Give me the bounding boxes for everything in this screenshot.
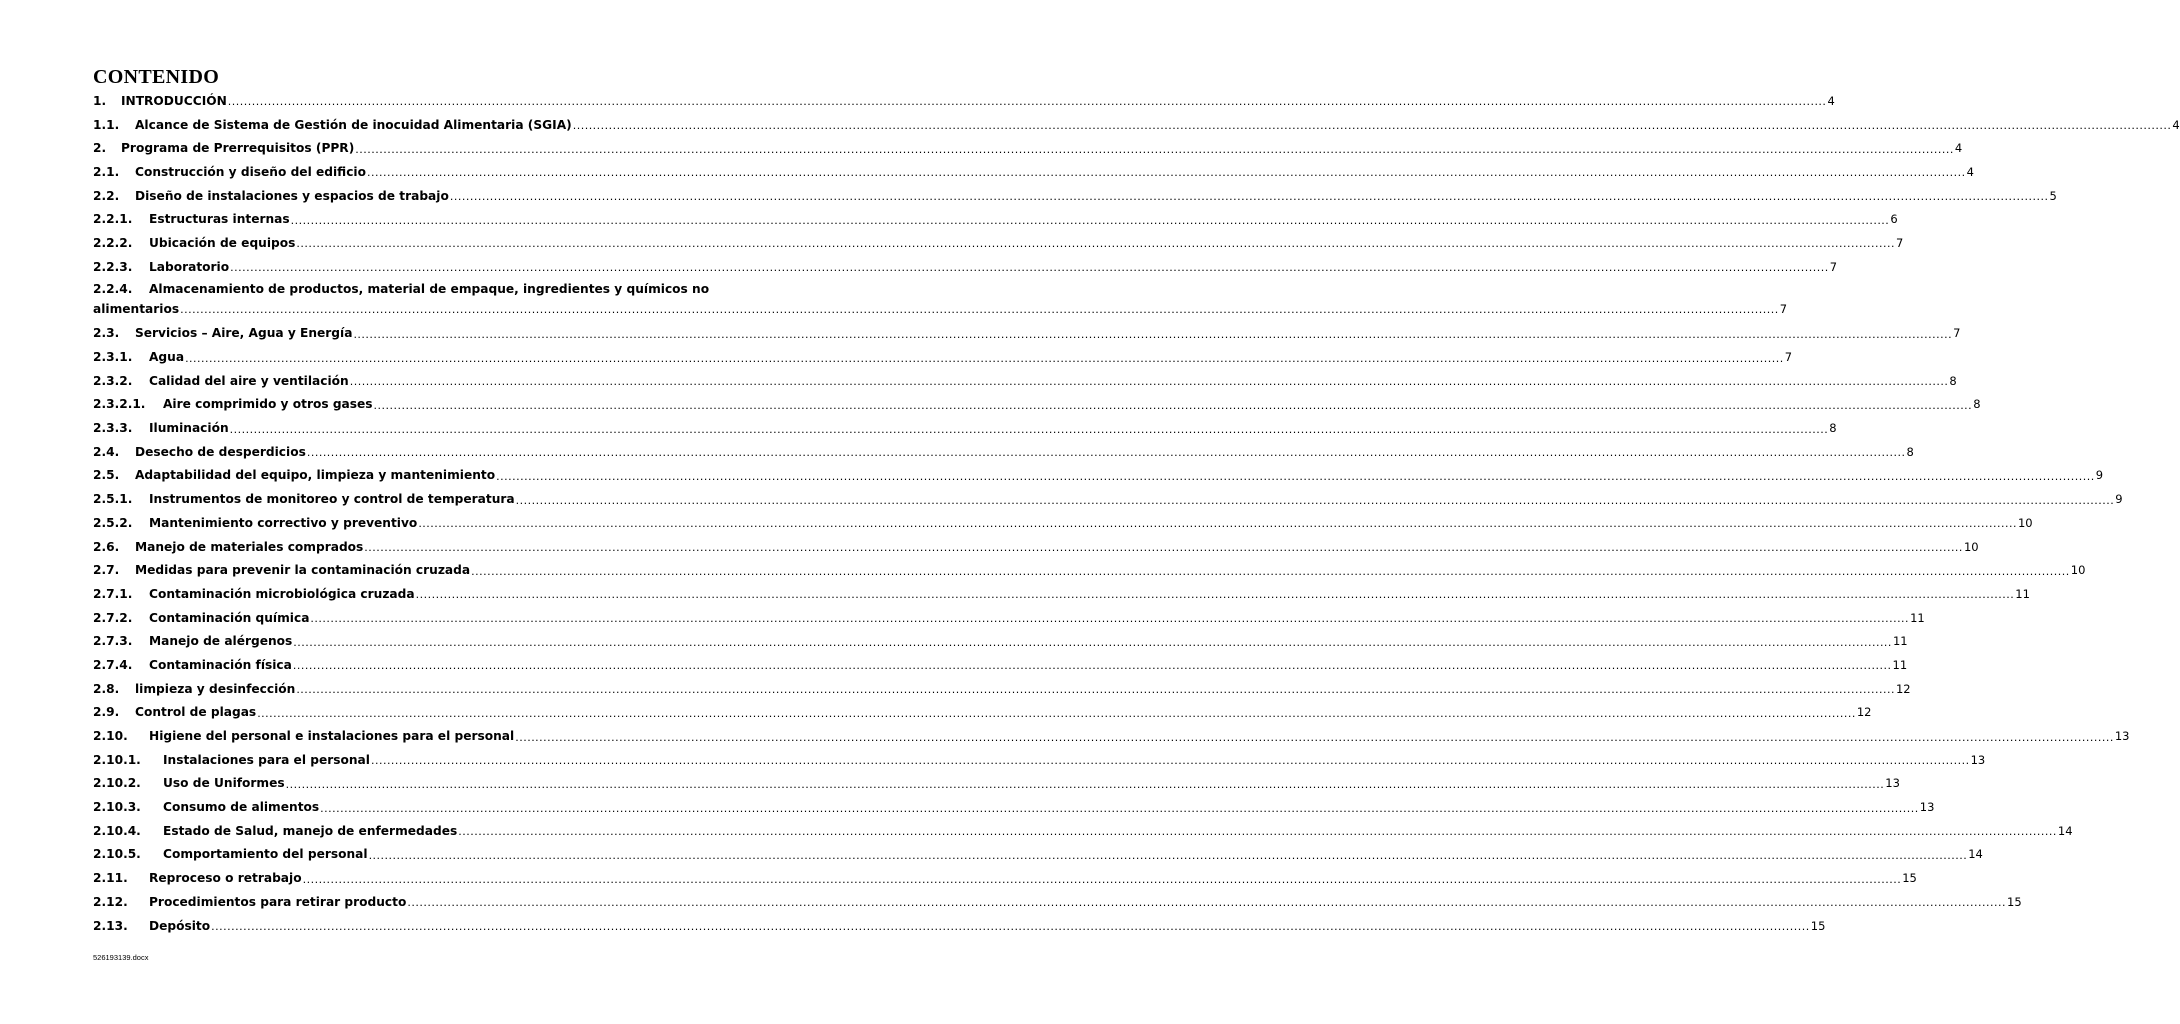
toc-entry-label: Servicios – Aire, Agua y Energía — [135, 326, 353, 341]
toc-entry-label: Instalaciones para el personal — [163, 752, 370, 767]
toc-entry-number: 2.7.1. — [93, 586, 133, 601]
toc-entry-leader: ................................................................................................................................................................................................................................................................................................................................................................................................................ — [373, 398, 1973, 412]
toc-entry-number: 2.7.4. — [93, 657, 133, 672]
toc-entry[interactable] — [93, 866, 1917, 890]
toc-entry[interactable] — [93, 535, 1979, 559]
toc-entry-number: 2. — [93, 141, 107, 156]
toc-entry-leader: ................................................................................................................................................................................................................................................................................................................................................................................................................ — [320, 801, 1919, 815]
toc-entry[interactable] — [93, 843, 1983, 867]
toc-entry-page: 14 — [2057, 823, 2073, 838]
toc-entry-page: 7 — [1779, 301, 1788, 316]
toc-entry-page: 9 — [2095, 468, 2104, 483]
toc-entry[interactable] — [93, 322, 1961, 346]
toc-entry-page: 14 — [1968, 847, 1983, 862]
toc-entry-label: Almacenamiento de productos, material de empaque, ingredientes y químicos no — [149, 281, 710, 296]
toc-entry-label: Laboratorio — [149, 259, 230, 274]
toc-entry-number: 2.3.2. — [93, 373, 133, 388]
toc-entry-page: 4 — [1954, 141, 1963, 156]
toc-entry-leader: ................................................................................................................................................................................................................................................................................................................................................................................................................ — [296, 683, 1895, 697]
toc-entry-label: limpieza y desinfección — [135, 681, 296, 696]
toc-entry-leader: ................................................................................................................................................................................................................................................................................................................................................................................................................ — [496, 469, 2095, 483]
toc-entry-number: 2.9. — [93, 705, 120, 720]
toc-entry-page: 13 — [1919, 800, 1935, 815]
toc-entry-leader: ................................................................................................................................................................................................................................................................................................................................................................................................................ — [349, 375, 1949, 389]
toc-entry[interactable] — [93, 653, 1908, 677]
toc-entry-number: 2.3.3. — [93, 421, 133, 436]
toc-entry-number: 2.10.2. — [93, 776, 141, 791]
toc-entry-leader: ................................................................................................................................................................................................................................................................................................................................................................................................................ — [290, 213, 1890, 227]
toc-entry-number: 2.8. — [93, 681, 120, 696]
toc-entry-label: Desecho de desperdicios — [135, 444, 306, 459]
toc-entry-page: 15 — [1902, 871, 1917, 886]
toc-entry-number: 2.1. — [93, 164, 120, 179]
toc-entry-label: Mantenimiento correctivo y preventivo — [149, 515, 418, 530]
toc-entry-label: Control de plagas — [135, 705, 257, 720]
footer-filename: 526193139.docx — [93, 953, 149, 962]
toc-entry-number: 2.10.3. — [93, 800, 141, 815]
toc-entry-label: Iluminación — [149, 421, 229, 436]
toc-entry-label: Calidad del aire y ventilación — [149, 373, 349, 388]
toc-entry-page: 12 — [1856, 705, 1872, 720]
toc-entry-leader: ................................................................................................................................................................................................................................................................................................................................................................................................................ — [229, 422, 1829, 436]
toc-entry[interactable] — [93, 160, 1974, 184]
toc-entry[interactable] — [93, 184, 2057, 208]
toc-entry-leader: ................................................................................................................................................................................................................................................................................................................................................................................................................ — [415, 588, 2015, 602]
toc-entry-number: 2.4. — [93, 444, 120, 459]
toc-entry[interactable] — [93, 629, 1908, 653]
toc-entry-page: 13 — [2114, 729, 2130, 744]
toc-entry-number: 2.13. — [93, 918, 128, 933]
toc-entry-leader: ................................................................................................................................................................................................................................................................................................................................................................................................................ — [293, 635, 1892, 649]
toc-entry-page: 8 — [1973, 397, 1981, 412]
toc-entry[interactable] — [93, 279, 1788, 322]
toc-entry-page: 15 — [1810, 918, 1826, 933]
toc-entry[interactable] — [93, 772, 1900, 796]
table-of-contents — [93, 89, 2180, 937]
toc-entry[interactable] — [93, 724, 2130, 748]
toc-entry-page: 10 — [2017, 515, 2033, 530]
toc-entry-leader: ................................................................................................................................................................................................................................................................................................................................................................................................................ — [180, 303, 1779, 316]
toc-entry-leader: ................................................................................................................................................................................................................................................................................................................................................................................................................ — [355, 142, 1954, 156]
toc-entry-number: 2.6. — [93, 539, 120, 554]
toc-entry-number: 2.10. — [93, 729, 128, 744]
toc-entry-number: 2.7.2. — [93, 610, 133, 625]
toc-entry-label: Manejo de alérgenos — [149, 634, 293, 649]
toc-entry[interactable] — [93, 89, 1835, 113]
toc-entry-page: 11 — [1910, 610, 1925, 625]
toc-entry-page: 13 — [1970, 752, 1986, 767]
toc-entry[interactable] — [93, 369, 1957, 393]
toc-entry-label: Contaminación química — [149, 610, 310, 625]
toc-entry-page: 8 — [1829, 421, 1837, 436]
toc-entry-label: Manejo de materiales comprados — [135, 539, 364, 554]
toc-entry[interactable] — [93, 819, 2073, 843]
toc-entry[interactable] — [93, 440, 1914, 464]
toc-entry-label: Higiene del personal e instalaciones para el personal — [149, 729, 515, 744]
toc-entry-leader: ................................................................................................................................................................................................................................................................................................................................................................................................................ — [302, 872, 1902, 886]
toc-entry-number: 2.3.2.1. — [93, 397, 146, 412]
toc-entry-label: Medidas para prevenir la contaminación cruzada — [135, 563, 471, 578]
toc-entry-leader: ................................................................................................................................................................................................................................................................................................................................................................................................................ — [458, 825, 2057, 839]
toc-entry-number: 2.3. — [93, 326, 120, 341]
toc-entry[interactable] — [93, 914, 1826, 938]
toc-entry-label: Consumo de alimentos — [163, 800, 320, 815]
toc-entry-number: 2.10.5. — [93, 847, 141, 862]
toc-entry-number: 2.2.1. — [93, 212, 133, 227]
toc-entry-page: 4 — [1966, 164, 1974, 179]
toc-entry-leader: ................................................................................................................................................................................................................................................................................................................................................................................................................ — [211, 920, 1810, 934]
toc-entry-leader: ................................................................................................................................................................................................................................................................................................................................................................................................................ — [370, 754, 1970, 768]
toc-entry-leader: ................................................................................................................................................................................................................................................................................................................................................................................................................ — [296, 237, 1896, 251]
toc-entry-label: Estructuras internas — [149, 212, 290, 227]
toc-entry-leader: ................................................................................................................................................................................................................................................................................................................................................................................................................ — [449, 190, 2049, 204]
toc-entry-page: 8 — [1949, 373, 1957, 388]
toc-entry-leader: ................................................................................................................................................................................................................................................................................................................................................................................................................ — [418, 517, 2017, 531]
toc-entry-label: INTRODUCCIÓN — [121, 93, 227, 108]
toc-entry-label: Procedimientos para retirar producto — [149, 894, 407, 909]
toc-entry[interactable] — [93, 677, 1911, 701]
toc-entry-label: Contaminación física — [149, 657, 292, 672]
toc-entry-leader: ................................................................................................................................................................................................................................................................................................................................................................................................................ — [407, 896, 2006, 910]
toc-entry-page: 11 — [1892, 657, 1908, 672]
toc-entry-page: 11 — [1892, 634, 1908, 649]
toc-entry[interactable] — [93, 558, 2086, 582]
toc-entry-page: 10 — [1963, 539, 1979, 554]
toc-entry[interactable] — [93, 701, 1872, 725]
toc-entry-number: 2.5.1. — [93, 492, 133, 507]
toc-entry-label: Aire comprimido y otros gases — [163, 397, 373, 412]
toc-entry-page: 7 — [1784, 350, 1793, 365]
toc-entry-page: 15 — [2007, 894, 2022, 909]
toc-entry-label: Ubicación de equipos — [149, 235, 296, 250]
toc-entry-number: 2.2.4. — [93, 281, 133, 296]
toc-entry-page: 12 — [1895, 681, 1911, 696]
toc-entry[interactable] — [93, 416, 1837, 440]
toc-entry-number: 2.11. — [93, 871, 128, 886]
toc-entry-number: 2.2. — [93, 188, 120, 203]
toc-entry-leader: ................................................................................................................................................................................................................................................................................................................................................................................................................ — [310, 612, 1910, 626]
toc-entry-label-continued: alimentarios — [93, 301, 180, 316]
toc-entry-number: 2.2.2. — [93, 235, 133, 250]
toc-entry-label: Reproceso o retrabajo — [149, 871, 302, 886]
toc-entry-leader: ................................................................................................................................................................................................................................................................................................................................................................................................................ — [353, 327, 1953, 341]
toc-entry-label: Construcción y diseño del edificio — [135, 164, 366, 179]
toc-entry-page: 4 — [1827, 93, 1835, 108]
toc-entry-number: 2.5. — [93, 468, 120, 483]
toc-entry[interactable] — [93, 464, 2104, 488]
toc-entry-leader: ................................................................................................................................................................................................................................................................................................................................................................................................................ — [285, 777, 1885, 791]
toc-entry-number: 2.10.4. — [93, 823, 141, 838]
toc-entry-label: Estado de Salud, manejo de enfermedades — [163, 823, 458, 838]
toc-entry[interactable] — [93, 136, 1963, 160]
toc-entry-leader: ................................................................................................................................................................................................................................................................................................................................................................................................................ — [230, 261, 1829, 275]
toc-entry[interactable] — [93, 582, 2030, 606]
toc-entry-page: 5 — [2049, 188, 2057, 203]
toc-entry[interactable] — [93, 511, 2033, 535]
toc-entry-number: 1.1. — [93, 117, 120, 132]
toc-entry[interactable] — [93, 890, 2022, 914]
toc-entry-page: 4 — [2172, 117, 2180, 132]
toc-entry-label: Uso de Uniformes — [163, 776, 285, 791]
toc-entry-label: Depósito — [149, 918, 211, 933]
toc-entry-page: 10 — [2070, 563, 2086, 578]
toc-entry-leader: ................................................................................................................................................................................................................................................................................................................................................................................................................ — [227, 95, 1827, 109]
toc-entry-leader: ................................................................................................................................................................................................................................................................................................................................................................................................................ — [515, 730, 2114, 744]
toc-entry-number: 2.3.1. — [93, 350, 133, 365]
toc-entry-leader: ................................................................................................................................................................................................................................................................................................................................................................................................................ — [572, 119, 2172, 133]
toc-entry[interactable] — [93, 748, 1986, 772]
toc-entry-label: Programa de Prerrequisitos (PPR) — [121, 141, 355, 156]
toc-entry-label: Adaptabilidad del equipo, limpieza y mantenimiento — [135, 468, 496, 483]
page-title: CONTENIDO — [93, 66, 220, 88]
toc-entry-number: 2.7. — [93, 563, 120, 578]
toc-entry-page: 7 — [1953, 326, 1961, 341]
toc-entry[interactable] — [93, 393, 1981, 417]
toc-entry-number: 2.7.3. — [93, 634, 133, 649]
toc-entry-page: 11 — [2015, 586, 2030, 601]
toc-entry-number: 2.5.2. — [93, 515, 133, 530]
toc-entry-leader: ................................................................................................................................................................................................................................................................................................................................................................................................................ — [185, 351, 1784, 365]
toc-entry-page: 13 — [1885, 776, 1900, 791]
toc-entry[interactable] — [93, 231, 1904, 255]
toc-entry[interactable] — [93, 606, 1925, 630]
toc-entry-page: 8 — [1906, 444, 1914, 459]
toc-entry-number: 2.12. — [93, 894, 128, 909]
toc-entry-page: 6 — [1890, 212, 1898, 227]
toc-entry-number: 2.10.1. — [93, 752, 141, 767]
toc-entry-number: 1. — [93, 93, 107, 108]
toc-entry-page: 7 — [1829, 259, 1838, 274]
toc-entry[interactable] — [93, 113, 2180, 137]
toc-entry-leader: ................................................................................................................................................................................................................................................................................................................................................................................................................ — [306, 446, 1906, 460]
toc-entry-label: Alcance de Sistema de Gestión de inocuidad Alimentaria (SGIA) — [135, 117, 572, 132]
toc-entry[interactable] — [93, 487, 2123, 511]
toc-entry-label: Contaminación microbiológica cruzada — [149, 586, 415, 601]
toc-entry-leader: ................................................................................................................................................................................................................................................................................................................................................................................................................ — [364, 541, 1963, 555]
toc-entry-leader: ................................................................................................................................................................................................................................................................................................................................................................................................................ — [292, 659, 1892, 673]
toc-entry-label: Comportamiento del personal — [163, 847, 368, 862]
toc-entry-leader: ................................................................................................................................................................................................................................................................................................................................................................................................................ — [368, 848, 1968, 862]
toc-entry[interactable] — [93, 795, 1935, 819]
toc-entry[interactable] — [93, 255, 1838, 279]
toc-entry[interactable] — [93, 345, 1793, 369]
toc-entry-leader: ................................................................................................................................................................................................................................................................................................................................................................................................................ — [515, 493, 2115, 507]
toc-entry-label: Agua — [149, 350, 185, 365]
toc-entry-page: 9 — [2115, 492, 2123, 507]
toc-entry-page: 7 — [1896, 235, 1904, 250]
toc-entry-label: Instrumentos de monitoreo y control de temperatura — [149, 492, 515, 507]
toc-entry-label: Diseño de instalaciones y espacios de trabajo — [135, 188, 449, 203]
toc-entry-number: 2.2.3. — [93, 259, 133, 274]
toc-entry-leader: ................................................................................................................................................................................................................................................................................................................................................................................................................ — [366, 166, 1966, 180]
toc-entry[interactable] — [93, 207, 1898, 231]
toc-entry-leader: ................................................................................................................................................................................................................................................................................................................................................................................................................ — [471, 564, 2070, 578]
toc-entry-leader: ................................................................................................................................................................................................................................................................................................................................................................................................................ — [257, 706, 1856, 720]
